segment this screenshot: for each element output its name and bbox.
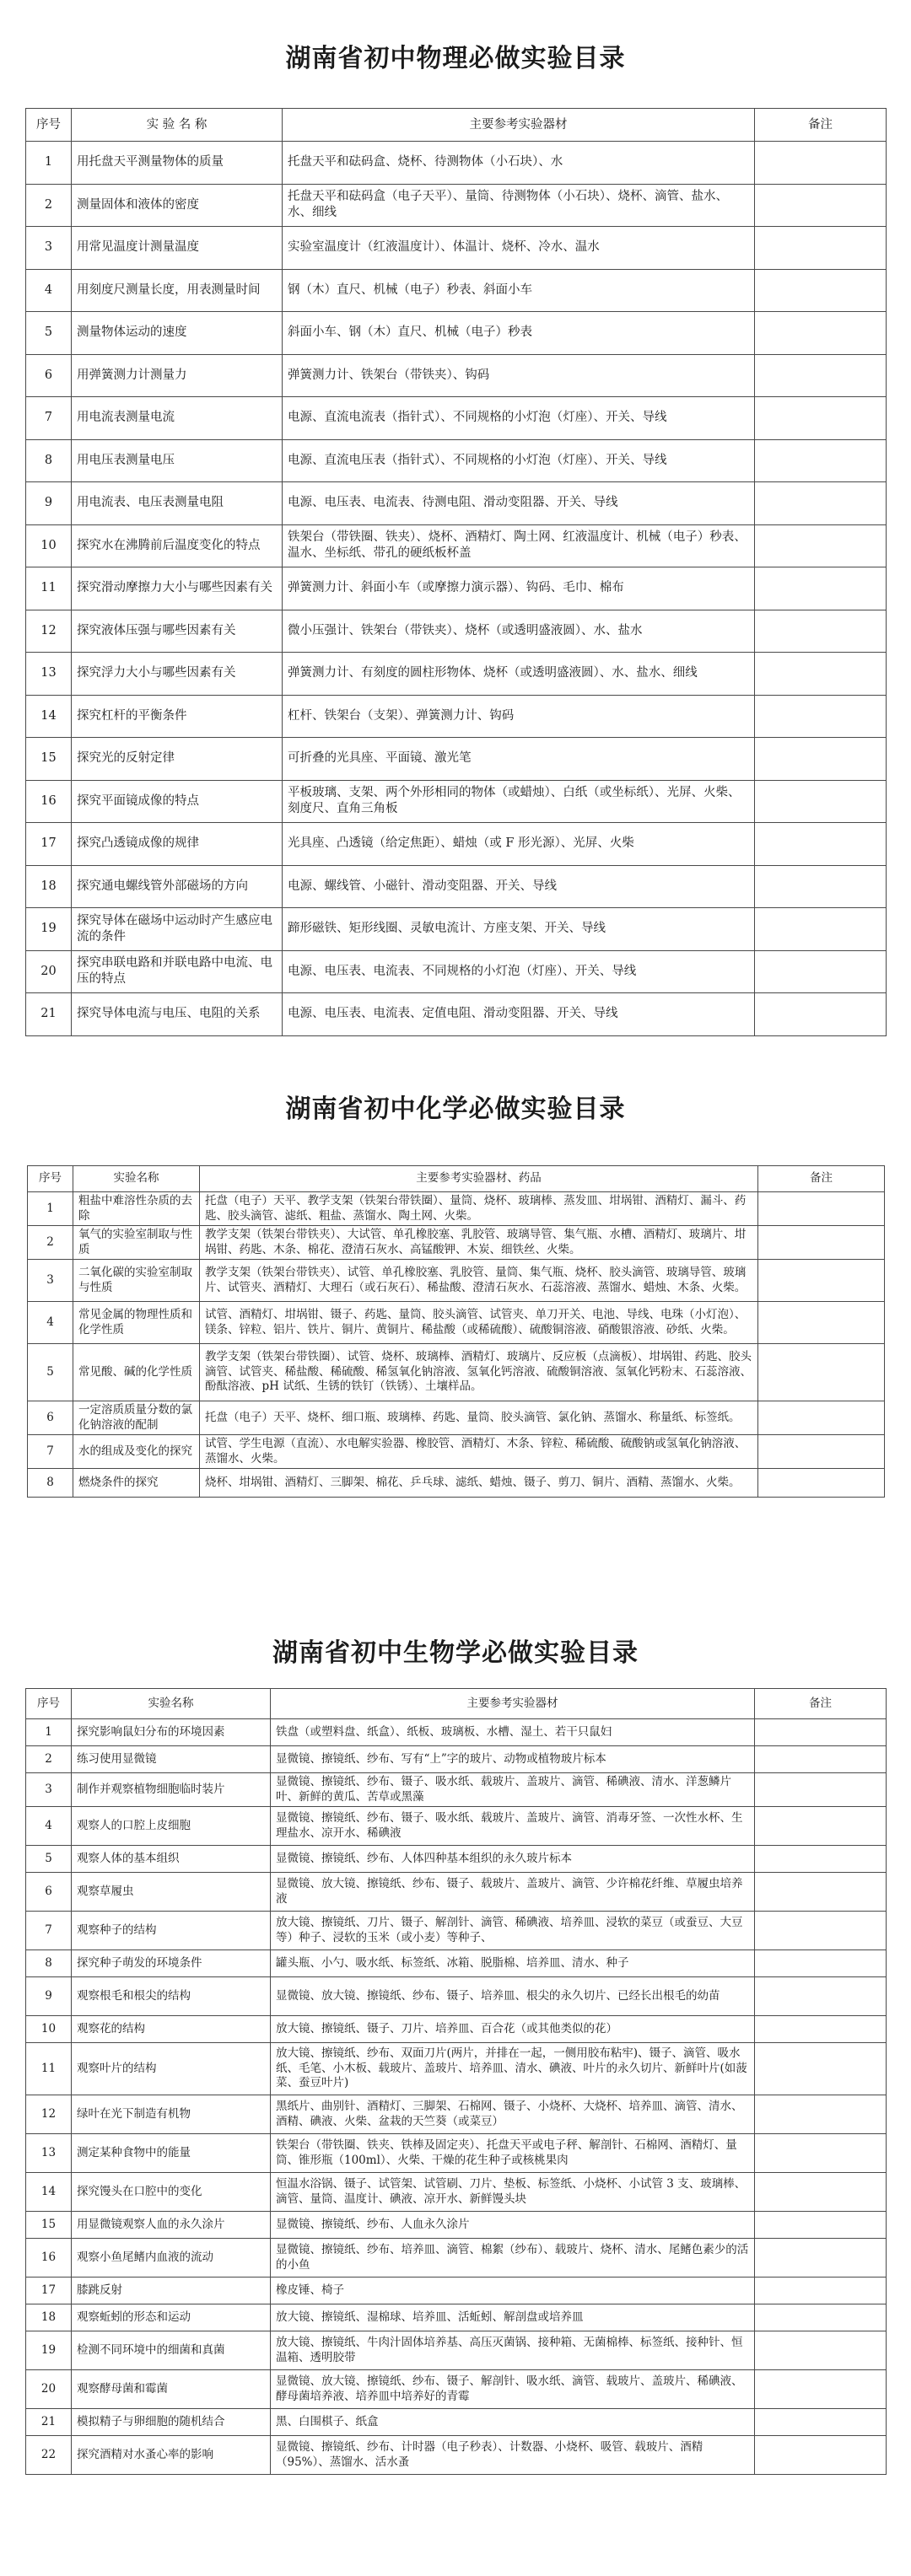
table-row: [28, 1344, 885, 1401]
table-row: [26, 184, 887, 227]
table-row: [26, 908, 887, 951]
equipment-list: 放大镜、擦镜纸、湿棉球、培养皿、活蚯蚓、解剖盘或培养皿: [271, 2304, 755, 2331]
equipment-list: 电源、直流电流表（指针式）、不同规格的小灯泡（灯座）、开关、导线: [283, 397, 755, 440]
physics-table-body: [26, 142, 887, 1036]
note-cell: [755, 142, 887, 185]
row-number: 1: [26, 142, 72, 185]
note-cell: [755, 354, 887, 397]
note-cell: [755, 738, 887, 781]
equipment-list: 实验室温度计（红液温度计）、体温计、烧杯、冷水、温水: [283, 227, 755, 270]
row-number: 10: [26, 2016, 72, 2043]
table-row: [26, 1719, 887, 1746]
note-cell: [755, 2304, 887, 2331]
row-number: 20: [26, 2370, 72, 2409]
row-number: 14: [26, 695, 72, 738]
row-number: 8: [26, 439, 72, 482]
experiment-name: 测量物体运动的速度: [72, 312, 283, 355]
table-row: [26, 524, 887, 567]
header-no: 序号: [26, 1689, 72, 1719]
row-number: 12: [26, 610, 72, 653]
table-row: [26, 2304, 887, 2331]
note-cell: [755, 2173, 887, 2212]
equipment-list: 托盘天平和砝码盒、烧杯、待测物体（小石块）、水: [283, 142, 755, 185]
equipment-list: 弹簧测力计、铁架台（带铁夹）、钩码: [283, 354, 755, 397]
equipment-list: 橡皮锤、椅子: [271, 2278, 755, 2304]
row-number: 12: [26, 2095, 72, 2134]
note-cell: [755, 2212, 887, 2239]
equipment-list: 平板玻璃、支架、两个外形相同的物体（或蜡烛）、白纸（或坐标纸）、光屏、火柴、刻度尺、直角三角板: [283, 780, 755, 823]
experiment-name: 探究酒精对水蚤心率的影响: [72, 2436, 271, 2475]
note-cell: [755, 2095, 887, 2134]
equipment-list: 弹簧测力计、斜面小车（或摩擦力演示器）、钩码、毛巾、棉布: [283, 567, 755, 610]
row-number: 17: [26, 823, 72, 866]
table-row: [26, 2278, 887, 2304]
note-cell: [755, 1773, 887, 1807]
biology-title: 湖南省初中生物学必做实验目录: [272, 1638, 639, 1668]
table-row: [26, 312, 887, 355]
table-row: [26, 269, 887, 312]
equipment-list: 托盘（电子）天平、烧杯、细口瓶、玻璃棒、药匙、量筒、胶头滴管、氯化钠、蒸馏水、称量纸、标签纸。: [200, 1401, 758, 1435]
note-cell: [755, 2043, 887, 2095]
table-row: [26, 780, 887, 823]
experiment-name: 用刻度尺测量长度，用表测量时间: [72, 269, 283, 312]
equipment-list: 显微镜、擦镜纸、纱布、写有“上”字的玻片、动物或植物玻片标本: [271, 1746, 755, 1773]
note-cell: [755, 2239, 887, 2278]
row-number: 10: [26, 524, 72, 567]
experiment-name: 氧气的实验室制取与性质: [73, 1226, 200, 1260]
row-number: 4: [26, 269, 72, 312]
table-row: [26, 2173, 887, 2212]
equipment-list: 显微镜、放大镜、擦镜纸、纱布、镊子、载玻片、盖玻片、滴管、少许棉花纤维、草履虫培养液: [271, 1873, 755, 1912]
experiment-name: 用显微镜观察人血的永久涂片: [72, 2212, 271, 2239]
row-number: 9: [26, 482, 72, 525]
equipment-list: 光具座、凸透镜（给定焦距）、蜡烛（或 F 形光源）、光屏、火柴: [283, 823, 755, 866]
equipment-list: 放大镜、擦镜纸、刀片、镊子、解剖针、滴管、稀碘液、培养皿、浸软的菜豆（或蚕豆、大豆等）种子、浸软的玉米（或小麦）等种子、: [271, 1912, 755, 1950]
table-row: [28, 1260, 885, 1302]
table-row: [26, 1746, 887, 1773]
row-number: 15: [26, 2212, 72, 2239]
biology-table: [25, 1688, 887, 2475]
note-cell: [755, 1912, 887, 1950]
experiment-name: 观察花的结构: [72, 2016, 271, 2043]
equipment-list: 可折叠的光具座、平面镜、激光笔: [283, 738, 755, 781]
experiment-name: 探究种子萌发的环境条件: [72, 1950, 271, 1977]
row-number: 16: [26, 780, 72, 823]
row-number: 11: [26, 567, 72, 610]
note-cell: [755, 908, 887, 951]
row-number: 2: [26, 1746, 72, 1773]
note-cell: [755, 524, 887, 567]
equipment-list: 钢（木）直尺、机械（电子）秒表、斜面小车: [283, 269, 755, 312]
table-row: [26, 950, 887, 993]
note-cell: [755, 1950, 887, 1977]
table-row: [28, 1435, 885, 1469]
table-row: [26, 1873, 887, 1912]
row-number: 17: [26, 2278, 72, 2304]
row-number: 7: [26, 1912, 72, 1950]
experiment-name: 观察酵母菌和霉菌: [72, 2370, 271, 2409]
row-number: 1: [28, 1192, 73, 1226]
header-note: 备注: [758, 1166, 885, 1192]
row-number: 16: [26, 2239, 72, 2278]
note-cell: [758, 1344, 885, 1401]
table-row: [26, 823, 887, 866]
row-number: 4: [28, 1302, 73, 1344]
table-row: [26, 2409, 887, 2436]
row-number: 7: [26, 397, 72, 440]
note-cell: [755, 950, 887, 993]
experiment-name: 观察草履虫: [72, 1873, 271, 1912]
table-row: [26, 482, 887, 525]
row-number: 18: [26, 2304, 72, 2331]
note-cell: [755, 1977, 887, 2016]
equipment-list: 弹簧测力计、有刻度的圆柱形物体、烧杯（或透明盛液圆）、水、盐水、细线: [283, 653, 755, 696]
equipment-list: 恒温水浴锅、镊子、试管架、试管刷、刀片、垫板、标签纸、小烧杯、小试管 3 支、玻璃棒、滴管、量筒、温度计、碘液、凉开水、新鲜馒头块: [271, 2173, 755, 2212]
table-row: [28, 1401, 885, 1435]
note-cell: [755, 312, 887, 355]
row-number: 19: [26, 908, 72, 951]
table-row: [26, 993, 887, 1036]
note-cell: [755, 2370, 887, 2409]
equipment-list: 教学支架（铁架台带铁圈）、试管、烧杯、玻璃棒、酒精灯、玻璃片、反应板（点滴板）、坩埚钳、药匙、胶头滴管、试管夹、稀盐酸、稀硫酸、稀氢氧化钠溶液、氢氧化钙溶液、硫酸铜溶液、氢氧化钙粉末、石蕊溶液、酚酞溶液、pH 试纸、生锈的铁钉（铁锈）、土壤样品。: [200, 1344, 758, 1401]
equipment-list: 试管、酒精灯、坩埚钳、镊子、药匙、量筒、胶头滴管、试管夹、单刀开关、电池、导线、电珠（小灯泡）、镁条、锌粒、铝片、铁片、铜片、黄铜片、稀盐酸（或稀硫酸）、硫酸铜溶液、硝酸银溶液、砂纸、火柴。: [200, 1302, 758, 1344]
note-cell: [755, 610, 887, 653]
note-cell: [755, 269, 887, 312]
experiment-name: 用常见温度计测量温度: [72, 227, 283, 270]
equipment-list: 试管、学生电源（直流）、水电解实验器、橡胶管、酒精灯、木条、锌粒、稀硫酸、硫酸钠或氢氧化钠溶液、蒸馏水、火柴。: [200, 1435, 758, 1469]
equipment-list: 教学支架（铁架台带铁夹）、试管、单孔橡胶塞、乳胶管、量筒、集气瓶、烧杯、胶头滴管、玻璃导管、玻璃片、试管夹、酒精灯、大理石（或石灰石）、稀盐酸、澄清石灰水、石蕊溶液、蒸馏水、蜡烛、木条、火柴。: [200, 1260, 758, 1302]
equipment-list: 显微镜、擦镜纸、纱布、人体四种基本组织的永久玻片标本: [271, 1846, 755, 1873]
table-row: [26, 227, 887, 270]
experiment-name: 用电压表测量电压: [72, 439, 283, 482]
row-number: 22: [26, 2436, 72, 2475]
note-cell: [755, 227, 887, 270]
chemistry-header-row: [28, 1166, 885, 1192]
experiment-name: 用电流表、电压表测量电阻: [72, 482, 283, 525]
experiment-name: 制作并观察植物细胞临时装片: [72, 1773, 271, 1807]
table-row: [26, 142, 887, 185]
header-note: 备注: [755, 109, 887, 142]
experiment-name: 用托盘天平测量物体的质量: [72, 142, 283, 185]
table-row: [26, 1950, 887, 1977]
experiment-name: 燃烧条件的探究: [73, 1469, 200, 1498]
note-cell: [755, 2409, 887, 2436]
table-row: [26, 1773, 887, 1807]
experiment-name: 用弹簧测力计测量力: [72, 354, 283, 397]
equipment-list: 蹄形磁铁、矩形线圈、灵敏电流计、方座支架、开关、导线: [283, 908, 755, 951]
header-no: 序号: [26, 109, 72, 142]
experiment-name: 探究平面镜成像的特点: [72, 780, 283, 823]
experiment-name: 观察根毛和根尖的结构: [72, 1977, 271, 2016]
note-cell: [758, 1469, 885, 1498]
row-number: 3: [26, 227, 72, 270]
note-cell: [755, 397, 887, 440]
equipment-list: 杠杆、铁架台（支架）、弹簧测力计、钩码: [283, 695, 755, 738]
row-number: 18: [26, 865, 72, 908]
table-row: [26, 653, 887, 696]
note-cell: [755, 865, 887, 908]
equipment-list: 放大镜、擦镜纸、镊子、刀片、培养皿、百合花（或其他类似的花）: [271, 2016, 755, 2043]
table-row: [28, 1469, 885, 1498]
note-cell: [758, 1435, 885, 1469]
equipment-list: 斜面小车、钢（木）直尺、机械（电子）秒表: [283, 312, 755, 355]
header-name: 实验名称: [72, 1689, 271, 1719]
table-row: [26, 2095, 887, 2134]
chemistry-title: 湖南省初中化学必做实验目录: [285, 1094, 626, 1124]
equipment-list: 显微镜、擦镜纸、纱布、计时器（电子秒表）、计数器、小烧杯、吸管、载玻片、酒精（95%）、蒸馏水、活水蚤: [271, 2436, 755, 2475]
experiment-name: 探究滑动摩擦力大小与哪些因素有关: [72, 567, 283, 610]
experiment-name: 观察小鱼尾鳍内血液的流动: [72, 2239, 271, 2278]
table-row: [26, 439, 887, 482]
equipment-list: 烧杯、坩埚钳、酒精灯、三脚架、棉花、乒乓球、滤纸、蜡烛、镊子、剪刀、铜片、酒精、蒸馏水、火柴。: [200, 1469, 758, 1498]
header-note: 备注: [755, 1689, 887, 1719]
equipment-list: 电源、直流电压表（指针式）、不同规格的小灯泡（灯座）、开关、导线: [283, 439, 755, 482]
equipment-list: 铁架台（带铁圈、铁夹）、烧杯、酒精灯、陶土网、红液温度计、机械（电子）秒表、温水、坐标纸、带孔的硬纸板杯盖: [283, 524, 755, 567]
note-cell: [755, 1719, 887, 1746]
equipment-list: 电源、电压表、电流表、不同规格的小灯泡（灯座）、开关、导线: [283, 950, 755, 993]
table-row: [26, 2043, 887, 2095]
table-row: [28, 1302, 885, 1344]
experiment-name: 探究液体压强与哪些因素有关: [72, 610, 283, 653]
experiment-name: 常见金属的物理性质和化学性质: [73, 1302, 200, 1344]
equipment-list: 显微镜、擦镜纸、纱布、培养皿、滴管、棉絮（纱布）、载玻片、烧杯、清水、尾鳍色素少的活的小鱼: [271, 2239, 755, 2278]
experiment-name: 练习使用显微镜: [72, 1746, 271, 1773]
row-number: 13: [26, 2134, 72, 2173]
note-cell: [755, 2016, 887, 2043]
table-row: [26, 610, 887, 653]
experiment-name: 探究浮力大小与哪些因素有关: [72, 653, 283, 696]
row-number: 21: [26, 993, 72, 1036]
note-cell: [755, 1873, 887, 1912]
equipment-list: 放大镜、擦镜纸、牛肉汁固体培养基、高压灭菌锅、接种箱、无菌棉棒、标签纸、接种针、恒温箱、透明胶带: [271, 2331, 755, 2370]
note-cell: [755, 482, 887, 525]
experiment-name: 测量固体和液体的密度: [72, 184, 283, 227]
note-cell: [755, 653, 887, 696]
experiment-name: 探究串联电路和并联电路中电流、电压的特点: [72, 950, 283, 993]
table-row: [26, 567, 887, 610]
header-no: 序号: [28, 1166, 73, 1192]
equipment-list: 电源、螺线管、小磁针、滑动变阻器、开关、导线: [283, 865, 755, 908]
equipment-list: 黑、白围棋子、纸盒: [271, 2409, 755, 2436]
experiment-name: 探究光的反射定律: [72, 738, 283, 781]
table-row: [26, 2436, 887, 2475]
table-row: [26, 1807, 887, 1846]
experiment-name: 观察叶片的结构: [72, 2043, 271, 2095]
biology-table-body: [26, 1719, 887, 2475]
row-number: 6: [26, 354, 72, 397]
experiment-name: 探究馒头在口腔中的变化: [72, 2173, 271, 2212]
experiment-name: 膝跳反射: [72, 2278, 271, 2304]
experiment-name: 探究杠杆的平衡条件: [72, 695, 283, 738]
experiment-name: 观察种子的结构: [72, 1912, 271, 1950]
row-number: 6: [28, 1401, 73, 1435]
header-equip: 主要参考实验器材、药品: [200, 1166, 758, 1192]
experiment-name: 粗盐中难溶性杂质的去除: [73, 1192, 200, 1226]
experiment-name: 探究导体在磁场中运动时产生感应电流的条件: [72, 908, 283, 951]
experiment-name: 探究导体电流与电压、电阻的关系: [72, 993, 283, 1036]
experiment-name: 常见酸、碱的化学性质: [73, 1344, 200, 1401]
experiment-name: 水的组成及变化的探究: [73, 1435, 200, 1469]
row-number: 8: [26, 1950, 72, 1977]
note-cell: [755, 695, 887, 738]
equipment-list: 电源、电压表、电流表、定值电阻、滑动变阻器、开关、导线: [283, 993, 755, 1036]
table-row: [26, 2370, 887, 2409]
row-number: 3: [28, 1260, 73, 1302]
experiment-name: 用电流表测量电流: [72, 397, 283, 440]
note-cell: [755, 439, 887, 482]
row-number: 4: [26, 1807, 72, 1846]
table-row: [26, 2239, 887, 2278]
table-row: [26, 695, 887, 738]
equipment-list: 托盘（电子）天平、教学支架（铁架台带铁圈）、量筒、烧杯、玻璃棒、蒸发皿、坩埚钳、酒精灯、漏斗、药匙、胶头滴管、滤纸、粗盐、蒸馏水、陶土网、火柴。: [200, 1192, 758, 1226]
equipment-list: 显微镜、擦镜纸、纱布、人血永久涂片: [271, 2212, 755, 2239]
experiment-name: 探究影响鼠妇分布的环境因素: [72, 1719, 271, 1746]
table-row: [28, 1192, 885, 1226]
chemistry-table-body: [28, 1192, 885, 1498]
equipment-list: 托盘天平和砝码盒（电子天平）、量筒、待测物体（小石块）、烧杯、滴管、盐水、水、细线: [283, 184, 755, 227]
note-cell: [755, 1746, 887, 1773]
note-cell: [758, 1192, 885, 1226]
equipment-list: 放大镜、擦镜纸、纱布、双面刀片(两片，并排在一起，一侧用胶布粘牢)、镊子、滴管、吸水纸、毛笔、小木板、载玻片、盖玻片、培养皿、清水、碘液、叶片的永久切片、新鲜叶片(如菠菜、蚕豆叶片): [271, 2043, 755, 2095]
note-cell: [758, 1260, 885, 1302]
table-row: [26, 2016, 887, 2043]
note-cell: [758, 1226, 885, 1260]
note-cell: [755, 823, 887, 866]
note-cell: [755, 184, 887, 227]
equipment-list: 微小压强计、铁架台（带铁夹）、烧杯（或透明盛液圆）、水、盐水: [283, 610, 755, 653]
physics-table: [25, 108, 887, 1036]
equipment-list: 罐头瓶、小勺、吸水纸、标签纸、冰箱、脱脂棉、培养皿、清水、种子: [271, 1950, 755, 1977]
table-row: [26, 397, 887, 440]
biology-header-row: [26, 1689, 887, 1719]
header-equip: 主要参考实验器材: [283, 109, 755, 142]
row-number: 8: [28, 1469, 73, 1498]
equipment-list: 显微镜、放大镜、擦镜纸、纱布、镊子、解剖针、吸水纸、滴管、载玻片、盖玻片、稀碘液、酵母菌培养液、培养皿中培养好的青霉: [271, 2370, 755, 2409]
equipment-list: 显微镜、放大镜、擦镜纸、纱布、镊子、培养皿、根尖的永久切片、已经长出根毛的幼苗: [271, 1977, 755, 2016]
experiment-name: 一定溶质质量分数的氯化钠溶液的配制: [73, 1401, 200, 1435]
table-row: [26, 2212, 887, 2239]
equipment-list: 教学支架（铁架台带铁夹）、大试管、单孔橡胶塞、乳胶管、玻璃导管、集气瓶、水槽、酒精灯、玻璃片、坩埚钳、药匙、木条、棉花、澄清石灰水、高锰酸钾、木炭、细铁丝、火柴。: [200, 1226, 758, 1260]
table-row: [26, 1912, 887, 1950]
table-row: [28, 1226, 885, 1260]
note-cell: [755, 2278, 887, 2304]
experiment-name: 检测不同环境中的细菌和真菌: [72, 2331, 271, 2370]
row-number: 6: [26, 1873, 72, 1912]
row-number: 7: [28, 1435, 73, 1469]
table-row: [26, 2331, 887, 2370]
header-equip: 主要参考实验器材: [271, 1689, 755, 1719]
row-number: 9: [26, 1977, 72, 2016]
row-number: 13: [26, 653, 72, 696]
header-name: 实验名称: [73, 1166, 200, 1192]
equipment-list: 铁盘（或塑料盘、纸盒）、纸板、玻璃板、水槽、湿土、若干只鼠妇: [271, 1719, 755, 1746]
experiment-name: 观察蚯蚓的形态和运动: [72, 2304, 271, 2331]
note-cell: [758, 1401, 885, 1435]
experiment-name: 观察人的口腔上皮细胞: [72, 1807, 271, 1846]
equipment-list: 显微镜、擦镜纸、纱布、镊子、吸水纸、载玻片、盖玻片、滴管、稀碘液、清水、洋葱鳞片叶、新鲜的黄瓜、苦草或黑藻: [271, 1773, 755, 1807]
equipment-list: 黑纸片、曲别针、酒精灯、三脚架、石棉网、镊子、小烧杯、大烧杯、培养皿、滴管、清水、酒精、碘液、火柴、盆栽的天竺葵（或菜豆）: [271, 2095, 755, 2134]
note-cell: [755, 1807, 887, 1846]
note-cell: [755, 993, 887, 1036]
note-cell: [758, 1302, 885, 1344]
row-number: 20: [26, 950, 72, 993]
note-cell: [755, 567, 887, 610]
equipment-list: 显微镜、擦镜纸、纱布、镊子、吸水纸、载玻片、盖玻片、滴管、消毒牙签、一次性水杯、生理盐水、凉开水、稀碘液: [271, 1807, 755, 1846]
experiment-name: 探究凸透镜成像的规律: [72, 823, 283, 866]
experiment-name: 二氧化碳的实验室制取与性质: [73, 1260, 200, 1302]
table-row: [26, 1846, 887, 1873]
experiment-name: 测定某种食物中的能量: [72, 2134, 271, 2173]
equipment-list: 电源、电压表、电流表、待测电阻、滑动变阻器、开关、导线: [283, 482, 755, 525]
row-number: 2: [28, 1226, 73, 1260]
table-row: [26, 865, 887, 908]
table-row: [26, 2134, 887, 2173]
row-number: 3: [26, 1773, 72, 1807]
experiment-name: 绿叶在光下制造有机物: [72, 2095, 271, 2134]
table-row: [26, 738, 887, 781]
experiment-name: 模拟精子与卵细胞的随机结合: [72, 2409, 271, 2436]
row-number: 2: [26, 184, 72, 227]
chemistry-table: [27, 1165, 885, 1498]
note-cell: [755, 2134, 887, 2173]
note-cell: [755, 780, 887, 823]
row-number: 5: [26, 1846, 72, 1873]
row-number: 19: [26, 2331, 72, 2370]
row-number: 1: [26, 1719, 72, 1746]
physics-header-row: [26, 109, 887, 142]
row-number: 14: [26, 2173, 72, 2212]
physics-title: 湖南省初中物理必做实验目录: [285, 44, 626, 73]
row-number: 5: [28, 1344, 73, 1401]
experiment-name: 探究通电螺线管外部磁场的方向: [72, 865, 283, 908]
row-number: 21: [26, 2409, 72, 2436]
row-number: 15: [26, 738, 72, 781]
experiment-name: 探究水在沸腾前后温度变化的特点: [72, 524, 283, 567]
table-row: [26, 354, 887, 397]
row-number: 11: [26, 2043, 72, 2095]
equipment-list: 铁架台（带铁圈、铁夹、铁棒及固定夹）、托盘天平或电子秤、解剖针、石棉网、酒精灯、量筒、锥形瓶（100ml）、火柴、干燥的花生种子或核桃果肉: [271, 2134, 755, 2173]
note-cell: [755, 2436, 887, 2475]
row-number: 5: [26, 312, 72, 355]
note-cell: [755, 2331, 887, 2370]
experiment-name: 观察人体的基本组织: [72, 1846, 271, 1873]
note-cell: [755, 1846, 887, 1873]
header-name: 实 验 名 称: [72, 109, 283, 142]
table-row: [26, 1977, 887, 2016]
